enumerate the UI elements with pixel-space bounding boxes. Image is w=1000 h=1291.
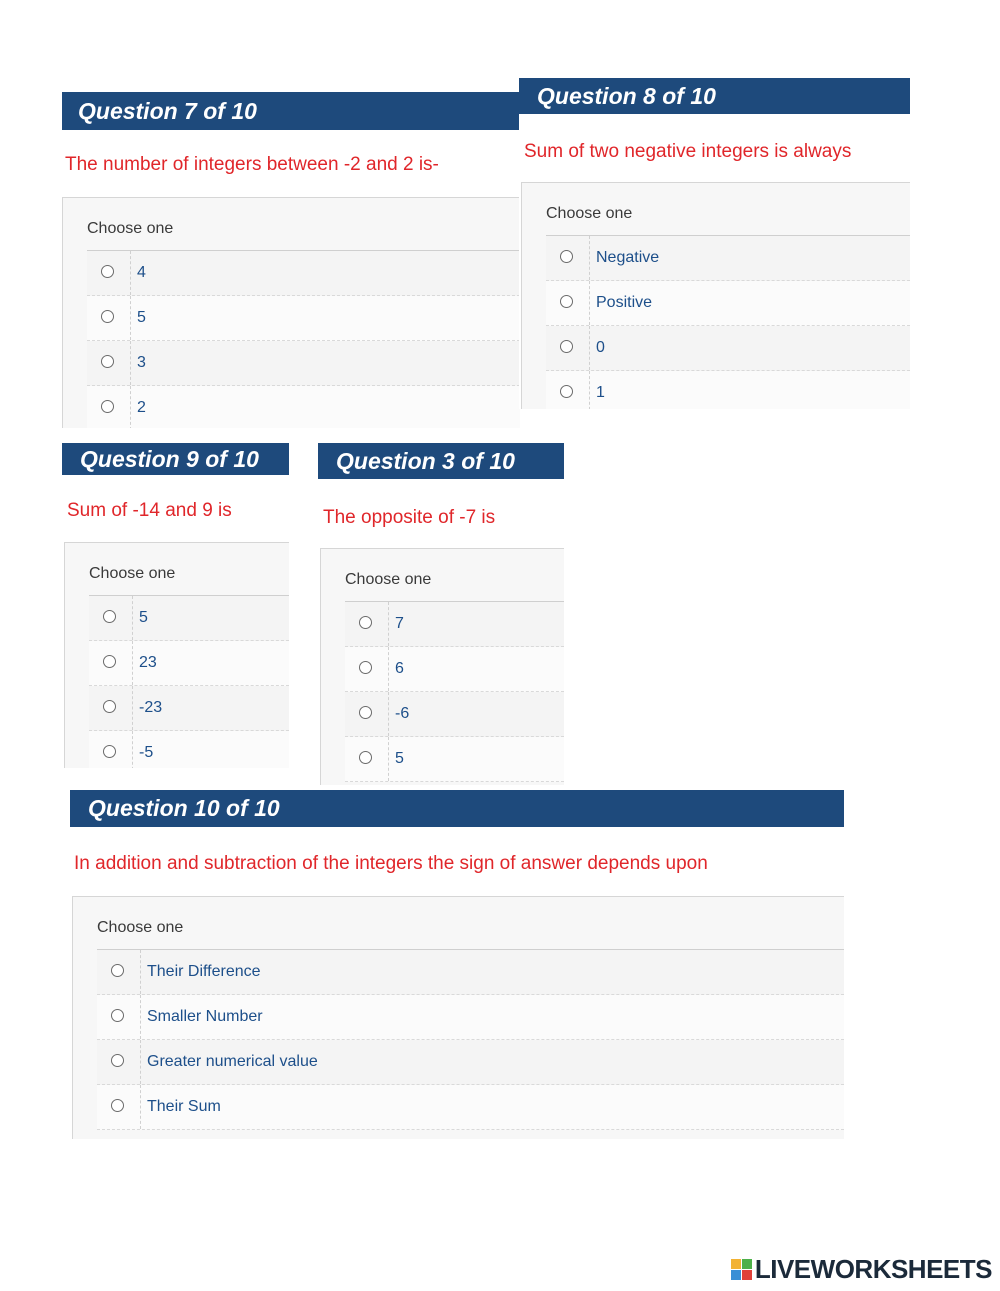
radio-button[interactable] xyxy=(560,250,573,263)
options-list xyxy=(345,601,564,782)
question-card-3 xyxy=(318,443,564,785)
option-label: 23 xyxy=(139,654,157,671)
question-text: Sum of two negative integers is always xyxy=(524,141,852,162)
question-header: Question 10 of 10 xyxy=(70,790,844,827)
choose-one-label: Choose one xyxy=(89,565,176,582)
question-card-7 xyxy=(62,90,520,428)
radio-button[interactable] xyxy=(101,265,114,278)
option-label: Their Difference xyxy=(147,963,261,980)
option-row[interactable] xyxy=(89,596,289,641)
question-header: Question 9 of 10 xyxy=(62,443,289,475)
option-label: 5 xyxy=(395,750,404,767)
option-label: 0 xyxy=(596,339,605,356)
radio-button[interactable] xyxy=(359,661,372,674)
question-card-10 xyxy=(70,789,844,1139)
choose-one-label: Choose one xyxy=(87,220,174,237)
option-label: 2 xyxy=(137,399,146,416)
option-row[interactable] xyxy=(97,995,844,1040)
option-label: Greater numerical value xyxy=(147,1053,318,1070)
option-label: 6 xyxy=(395,660,404,677)
option-label: 5 xyxy=(139,609,148,626)
option-label: Positive xyxy=(596,294,653,311)
radio-button[interactable] xyxy=(560,295,573,308)
radio-button[interactable] xyxy=(359,616,372,629)
option-label: 4 xyxy=(137,264,146,281)
choose-one-label: Choose one xyxy=(345,571,432,588)
option-row[interactable] xyxy=(89,686,289,731)
question-text: The number of integers between -2 and 2 is- xyxy=(65,154,439,175)
question-text: Sum of -14 and 9 is xyxy=(67,500,232,521)
option-row[interactable] xyxy=(345,692,564,737)
option-label: -23 xyxy=(139,699,163,716)
question-card-8 xyxy=(519,77,910,409)
radio-button[interactable] xyxy=(103,610,116,623)
options-list xyxy=(89,595,289,768)
option-row[interactable] xyxy=(89,731,289,768)
option-row[interactable] xyxy=(87,341,520,386)
question-text: In addition and subtraction of the integers the sign of answer depends upon xyxy=(74,853,708,874)
logo-square xyxy=(742,1259,752,1269)
radio-button[interactable] xyxy=(560,385,573,398)
options-list xyxy=(546,235,910,409)
options-list xyxy=(97,949,844,1130)
logo-square xyxy=(742,1270,752,1280)
option-row[interactable] xyxy=(87,296,520,341)
choice-box xyxy=(320,548,564,785)
option-label: Their Sum xyxy=(147,1098,221,1115)
logo-square xyxy=(731,1270,741,1280)
option-row[interactable] xyxy=(345,737,564,782)
option-row[interactable] xyxy=(345,647,564,692)
choice-box xyxy=(64,542,289,768)
radio-button[interactable] xyxy=(103,700,116,713)
option-row[interactable] xyxy=(546,326,910,371)
option-label: 1 xyxy=(596,384,605,401)
option-label: -6 xyxy=(395,705,410,722)
question-header: Question 3 of 10 xyxy=(318,443,564,479)
option-label: 3 xyxy=(137,354,146,371)
option-label: 5 xyxy=(137,309,146,326)
option-row[interactable] xyxy=(546,281,910,326)
question-card-9 xyxy=(62,442,289,768)
radio-button[interactable] xyxy=(103,655,116,668)
option-row[interactable] xyxy=(345,602,564,647)
radio-button[interactable] xyxy=(359,751,372,764)
radio-button[interactable] xyxy=(111,1054,124,1067)
option-label: Negative xyxy=(596,249,660,266)
question-header: Question 7 of 10 xyxy=(62,92,520,130)
option-label: Smaller Number xyxy=(147,1008,263,1025)
option-row[interactable] xyxy=(97,1040,844,1085)
option-row[interactable] xyxy=(546,236,910,281)
option-row[interactable] xyxy=(87,386,520,428)
option-label: 7 xyxy=(395,615,404,632)
question-header: Question 8 of 10 xyxy=(519,78,910,114)
choose-one-label: Choose one xyxy=(97,919,184,936)
option-row[interactable] xyxy=(97,1085,844,1130)
logo-square xyxy=(731,1259,741,1269)
options-list xyxy=(87,250,520,428)
brand-name: LIVEWORKSHEETS xyxy=(754,1254,992,1284)
liveworksheets-logo xyxy=(731,1254,992,1285)
radio-button[interactable] xyxy=(103,745,116,758)
option-label: -5 xyxy=(139,744,154,761)
option-row[interactable] xyxy=(87,251,520,296)
option-row[interactable] xyxy=(546,371,910,409)
radio-button[interactable] xyxy=(560,340,573,353)
choice-box xyxy=(72,896,844,1139)
logo-icon xyxy=(731,1259,752,1280)
choice-box xyxy=(62,197,520,428)
radio-button[interactable] xyxy=(111,1009,124,1022)
radio-button[interactable] xyxy=(101,355,114,368)
radio-button[interactable] xyxy=(111,964,124,977)
choice-box xyxy=(521,182,910,409)
option-row[interactable] xyxy=(97,950,844,995)
radio-button[interactable] xyxy=(111,1099,124,1112)
radio-button[interactable] xyxy=(101,400,114,413)
question-text: The opposite of -7 is xyxy=(323,507,496,528)
option-row[interactable] xyxy=(89,641,289,686)
radio-button[interactable] xyxy=(101,310,114,323)
radio-button[interactable] xyxy=(359,706,372,719)
choose-one-label: Choose one xyxy=(546,205,633,222)
